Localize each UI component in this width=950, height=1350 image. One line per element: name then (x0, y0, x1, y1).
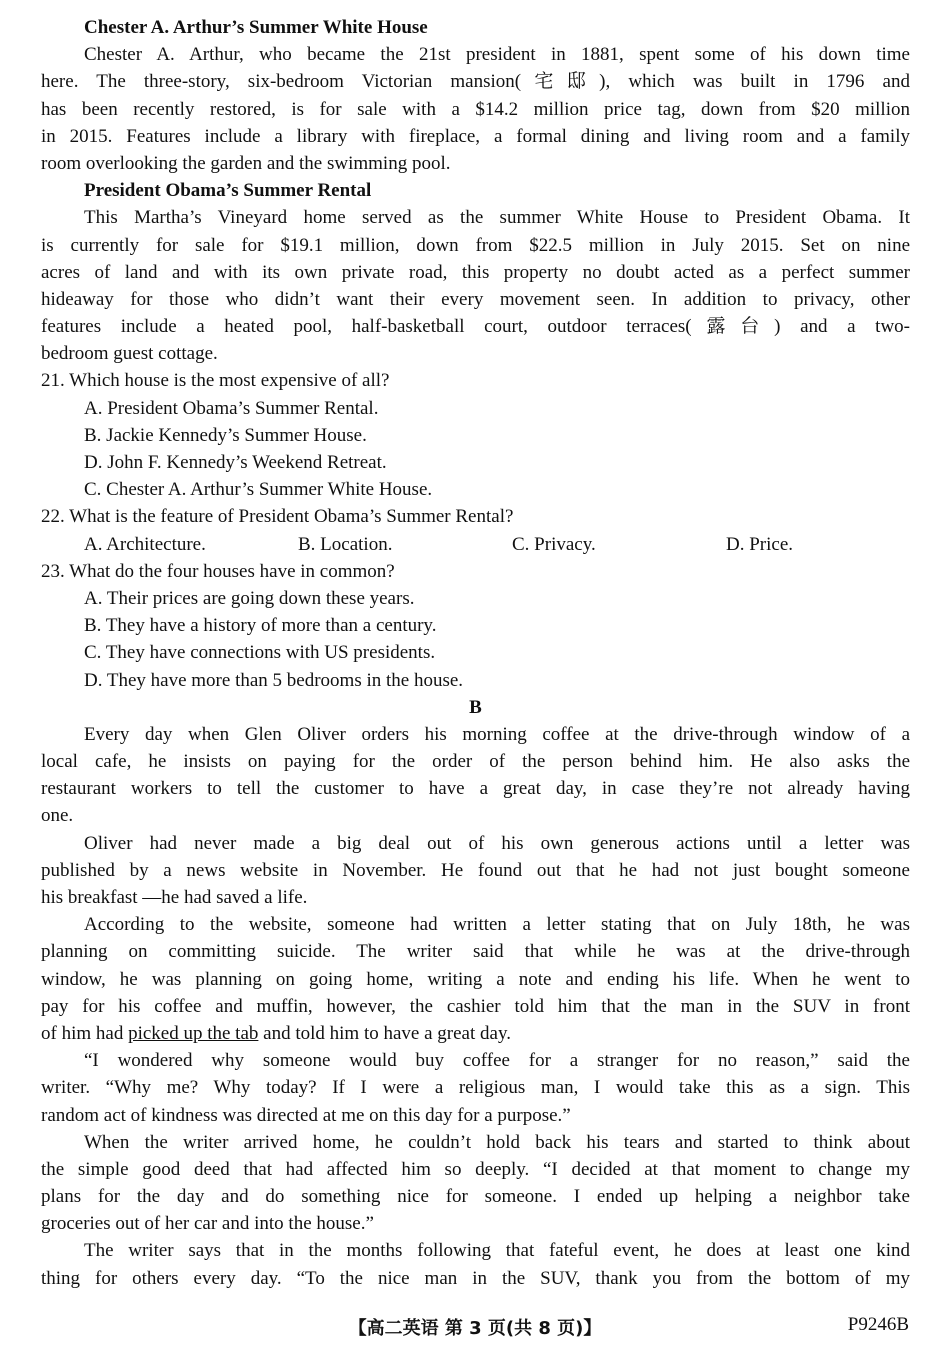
passage-line: window, he was planning on going home, writing a note and ending his life. When he went to (41, 968, 910, 990)
obama-line: bedroom guest cottage. (41, 343, 218, 365)
passage-text: and told him to have a great day. (258, 1022, 511, 1044)
passage-line: restaurant workers to tell the customer to have a great day, in case they’re not already having (41, 778, 910, 800)
passage-line: groceries out of her car and into the house.” (41, 1213, 374, 1235)
question-23-option: B. They have a history of more than a century. (84, 615, 437, 637)
passage-text: of him had (41, 1022, 129, 1044)
question-21-option: C. Chester A. Arthur’s Summer White House. (84, 479, 433, 501)
arthur-line: has been recently restored, is for sale with a $14.2 million price tag, down from $20 million (41, 98, 910, 120)
question-21-option: D. John F. Kennedy’s Weekend Retreat. (84, 452, 387, 473)
page-number-label: 【高二英语 第 3 页(共 8 页)】 (348, 1318, 602, 1339)
arthur-line: Chester A. Arthur, who became the 21st president in 1881, spent some of his down time (84, 44, 910, 66)
question-21-stem: 21. Which house is the most expensive of all? (41, 370, 390, 392)
passage-line: According to the website, someone had written a letter stating that on July 18th, he was (84, 914, 910, 936)
passage-line: one. (41, 805, 74, 827)
question-23-option: C. They have connections with US presidents. (84, 642, 436, 664)
obama-line: is currently for sale for $19.1 million, down from $22.5 million in July 2015. Set on nine (41, 234, 910, 256)
question-22-option: D. Price. (726, 533, 794, 555)
obama-line: hideaway for those who didn’t want their every movement seen. In addition to privacy, other (41, 288, 910, 310)
underlined-phrase: picked up the tab (128, 1022, 259, 1044)
question-23-option: D. They have more than 5 bedrooms in the house. (84, 669, 464, 691)
question-21-option: A. President Obama’s Summer Rental. (84, 397, 379, 419)
passage-line: pay for his coffee and muffin, however, the cashier told him that the man in the SUV in front (41, 995, 910, 1017)
question-22-option: B. Location. (298, 533, 393, 555)
passage-line: his breakfast —he had saved a life. (41, 887, 308, 908)
page-footer (0, 1312, 950, 1340)
question-22-stem: 22. What is the feature of President Obama’s Summer Rental? (41, 506, 514, 528)
question-23-option: A. Their prices are going down these years. (84, 587, 415, 609)
passage-line: The writer says that in the months following that fateful event, he does at least one kind (84, 1240, 910, 1262)
obama-heading: President Obama’s Summer Rental (84, 180, 372, 202)
passage-line: planning on committing suicide. The writer said that while he was at the drive-through (41, 941, 910, 963)
question-22-option: A. Architecture. (84, 533, 206, 555)
exam-page (41, 14, 910, 1292)
question-21-option: B. Jackie Kennedy’s Summer House. (84, 424, 367, 446)
section-b-title: B (469, 696, 482, 718)
obama-line: acres of land and with its own private road, this property no doubt acted as a perfect summer (41, 261, 910, 283)
arthur-line: in 2015. Features include a library with fireplace, a formal dining and living room and a family (41, 125, 910, 147)
passage-line: “I wondered why someone would buy coffee for a stranger for no reason,” said the (84, 1050, 910, 1072)
passage-line: thing for others every day. “To the nice man in the SUV, thank you from the bottom of my (41, 1267, 910, 1289)
passage-line: random act of kindness was directed at me on this day for a purpose.” (41, 1104, 571, 1126)
question-22-option: C. Privacy. (512, 533, 596, 555)
question-23-stem: 23. What do the four houses have in common? (41, 560, 395, 582)
passage-line: plans for the day and do something nice for someone. I ended up helping a neighbor take (41, 1186, 910, 1208)
exam-code: P9246B (847, 1314, 909, 1335)
passage-line: the simple good deed that had affected him so deeply. “I decided at that moment to change my (41, 1158, 910, 1180)
arthur-line: here. The three-story, six-bedroom Victorian mansion(宅邸), which was built in 1796 and (41, 71, 910, 93)
passage-line: When the writer arrived home, he couldn’t hold back his tears and started to think about (84, 1131, 910, 1153)
question-22-options (41, 531, 910, 558)
passage-line: published by a news website in November. He found out that he had not just bought someone (41, 859, 910, 881)
passage-line: Every day when Glen Oliver orders his morning coffee at the drive-through window of a (84, 723, 910, 745)
passage-line (41, 1020, 910, 1047)
obama-line: This Martha’s Vineyard home served as the summer White House to President Obama. It (84, 207, 910, 229)
passage-line: Oliver had never made a big deal out of his own generous actions until a letter was (84, 832, 910, 854)
obama-line: features include a heated pool, half-basketball court, outdoor terraces(露台) and a two- (41, 316, 910, 338)
arthur-line: room overlooking the garden and the swimming pool. (41, 152, 451, 174)
passage-line: writer. “Why me? Why today? If I were a religious man, I would take this as a sign. This (41, 1077, 910, 1099)
passage-line: local cafe, he insists on paying for the order of the person behind him. He also asks the (41, 751, 910, 773)
arthur-heading: Chester A. Arthur’s Summer White House (84, 17, 428, 38)
